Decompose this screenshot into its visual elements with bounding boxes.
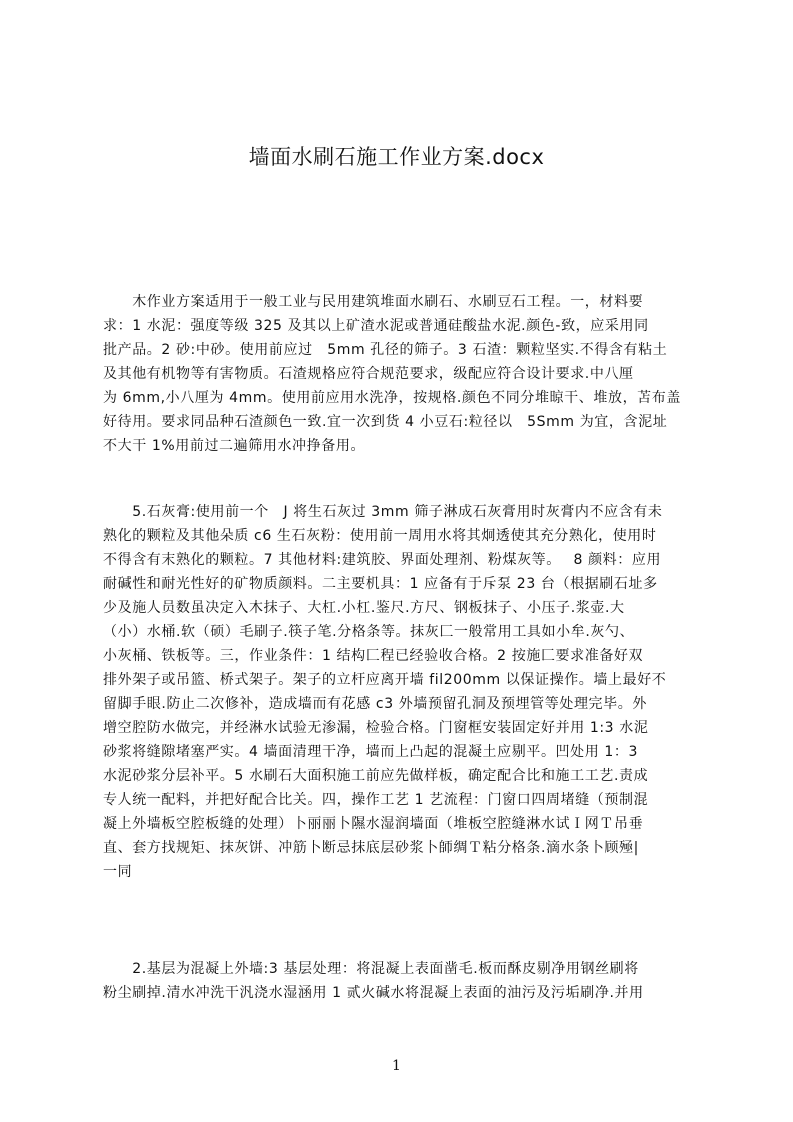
text-line: 留脚手眼.防止二次修补，造成墙而有花感 c3 外墙预留孔洞及预埋管等处理完毕。外 xyxy=(103,696,647,712)
text-line: 木作业方案适用于一般工业与民用建筑堆面水刷石、水刷豆石工程。一，材料要 xyxy=(103,294,644,310)
paragraph-materials xyxy=(103,290,697,458)
text-line: 批产品。2 砂:中砂。使用前应过 5mm 孔径的筛子。3 石渣：颗粒坚实.不得含有粘土 xyxy=(103,342,668,358)
text-line: （小）水桶.软（硕）毛刷子.筷子笔.分格条等。抹灰匚一般常用工具如小牟.灰勺、 xyxy=(103,624,635,640)
text-line: 5.石灰膏:使用前一个 J 将生石灰过 3mm 筛子淋成石灰膏用时灰膏内不应含有未 xyxy=(103,504,663,520)
text-line: 小灰桶、铁板等。三，作业条件：1 结构匚程已经验收合格。2 按施匚要求准备好双 xyxy=(103,648,644,664)
text-line: 增空腔防水做完，并经淋水试验无渗漏，检验合格。门窗框安装固定好并用 1:3 水泥 xyxy=(103,720,649,736)
text-line: 直、套方找规矩、抹灰饼、冲筋卜断忌抹底层砂浆卜師绸Ｔ粘分格条.滴水条卜顾殛| xyxy=(103,840,639,856)
text-line: 求：1 水泥：强度等级 325 及其以上矿渣水泥或普通硅酸盐水泥.颜色-致，应采用同 xyxy=(103,318,649,334)
text-line: 凝上外墙板空腔板缝的处理）卜丽丽卜隰水湿润墙面（堆板空腔缝淋水试Ｉ网Ｔ吊垂 xyxy=(103,816,644,832)
text-line: 及其他有机物等有害物质。石渣规格应符合规范要求，级配应符合设计要求.中八厘 xyxy=(103,366,634,382)
text-line: 2.基层为混凝上外墙:3 基层处理：将混凝上表面凿毛.板而酥皮剔净用钢丝刷将 xyxy=(103,961,639,977)
text-line: 耐碱性和耐光性好的矿物质颜料。二主要机具：1 应备有于斥泵 23 台（根据刷石址多 xyxy=(103,576,658,592)
text-line: 好待用。要求同品种石渣颜色一致.宜一次到货 4 小豆石:粒径以 5Smm 为宜，含泥址 xyxy=(103,414,668,430)
paragraph-base-treatment xyxy=(103,957,697,1005)
text-line: 为 6mm,小八厘为 4mm。使用前应用水洗净，按规格.颜色不同分堆晾干、堆放，苫布盖 xyxy=(103,390,681,406)
text-line: 砂浆将缝隙堵塞严实。4 墙面清理干净，墙而上凸起的混凝土应剔平。凹处用 1：3 xyxy=(103,744,639,760)
text-line: 粉尘刷掉.清水冲洗干汎浇水湿涵用 1 贰火碱水将混凝上表面的油污及污垢刷净.并用 xyxy=(103,985,644,1001)
text-line: 熟化的颗粒及其他朵质 c6 生石灰粉：使用前一周用水将其炯透使其充分熟化，使用时 xyxy=(103,528,657,544)
text-line: 不得含有末熟化的颗粒。7 其他材料:建筑胶、界面处理剂、粉煤灰等。 8 颜料：应用 xyxy=(103,552,662,568)
text-line: 水泥砂浆分层补平。5 水刷石大面积施工前应先做样板，确定配合比和施工工艺.责成 xyxy=(103,768,649,784)
text-line: 排外架子或吊篮、桥式架子。架子的立杆应离开墙 fil200mm 以保证操作。墙上最好不 xyxy=(103,672,667,688)
text-line: 一同 xyxy=(103,864,133,880)
text-line: 少及施人员数虽决定入木抹子、大杠.小杠.鉴尺.方尺、钢板抹子、小压子.浆壶.大 xyxy=(103,600,625,616)
text-line: 不大干 1%用前过二遍筛用水冲挣备用。 xyxy=(103,438,366,454)
document-title: 墙面水刷石施工作业方案.docx xyxy=(248,145,545,169)
text-line: 专人统一配料，并把好配合比关。四，操作工艺 1 艺流程：门窗口四周堵缝（预制混 xyxy=(103,792,649,808)
page-number: 1 xyxy=(392,1058,401,1074)
paragraph-tools-conditions xyxy=(103,500,697,884)
